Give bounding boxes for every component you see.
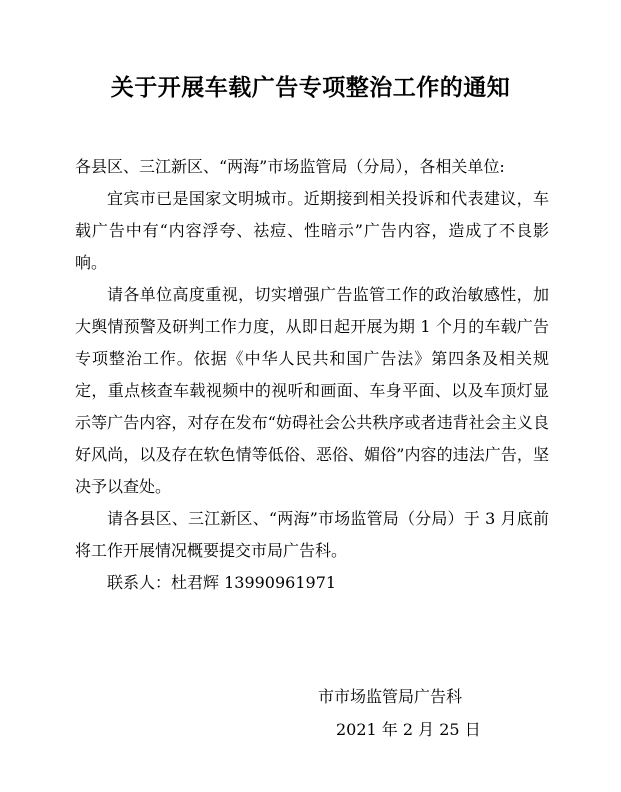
signature-unit: 市市场监管局广告科 xyxy=(318,687,463,706)
addressee-line: 各县区、三江新区、“两海”市场监管局（分局），各相关单位: xyxy=(75,157,505,176)
document-title: 关于开展车载广告专项整治工作的通知 xyxy=(110,74,511,101)
contact-line: 联系人：杜君辉 13990961971 xyxy=(107,573,337,592)
signature-date: 2021 年 2 月 25 日 xyxy=(336,720,481,739)
body-paragraph-1: 宜宾市已是国家文明城市。近期接到相关投诉和代表建议，车载广告中有“内容浮夸、祛痘、性暗示”广告内容，造成了不良影响。 xyxy=(75,189,549,272)
document-body xyxy=(75,151,549,599)
body-paragraph-3: 请各县区、三江新区、“两海”市场监管局（分局）于 3 月底前将工作开展情况概要提交市局广告科。 xyxy=(75,509,549,560)
body-paragraph-2: 请各单位高度重视，切实增强广告监管工作的政治敏感性，加大舆情预警及研判工作力度，从即日起开展为期 1 个月的车载广告专项整治工作。依据《中华人民共和国广告法》第四条及相关规定，重点核查车载视频中的视听和画面、车身平面、以及车顶灯显示等广告内容，对存在发布“妨碍社会公共秩序或者违背社会主义良好风尚，以及存在软色情等低俗、恶俗、媚俗”内容的违法广告，坚决予以查处。 xyxy=(75,285,549,496)
